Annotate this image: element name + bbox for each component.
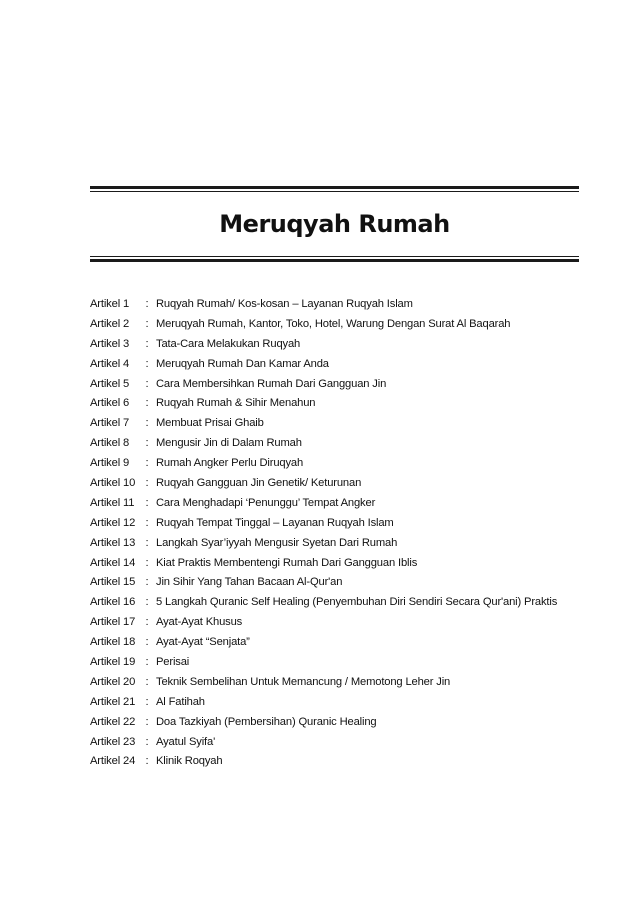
toc-entry [90, 693, 590, 713]
separator-colon: : [145, 616, 149, 629]
table-of-contents [90, 295, 590, 772]
article-title: Membuat Prisai Ghaib [156, 417, 264, 430]
separator-colon: : [145, 675, 149, 688]
separator-colon: : [145, 516, 149, 529]
article-number: Artikel 8 [90, 437, 130, 450]
article-number: Artikel 11 [90, 496, 135, 509]
article-title: Al Fatihah [156, 695, 205, 708]
article-title: Ayat-Ayat Khusus [156, 616, 243, 629]
separator-colon: : [145, 477, 149, 490]
separator-colon: : [145, 695, 149, 708]
article-number: Artikel 2 [90, 317, 130, 330]
bottom-double-rule [90, 256, 579, 262]
toc-entry [90, 573, 590, 593]
article-number: Artikel 10 [90, 477, 136, 490]
article-title: Kiat Praktis Membentengi Rumah Dari Gangguan Iblis [156, 556, 418, 569]
article-title: Teknik Sembelihan Untuk Memancung / Memotong Leher Jin [156, 675, 451, 688]
toc-entry [90, 414, 590, 434]
article-number: Artikel 4 [90, 357, 130, 370]
article-title: Ruqyah Rumah & Sihir Menahun [156, 397, 316, 410]
top-double-rule [90, 186, 579, 192]
toc-entry [90, 554, 590, 574]
article-title: Ruqyah Gangguan Jin Genetik/ Keturunan [156, 477, 362, 490]
article-number: Artikel 20 [90, 675, 136, 688]
article-number: Artikel 5 [90, 377, 130, 390]
article-title: Jin Sihir Yang Tahan Bacaan Al-Qur'an [156, 576, 343, 589]
article-number: Artikel 14 [90, 556, 136, 569]
separator-colon: : [145, 636, 149, 649]
article-number: Artikel 12 [90, 516, 136, 529]
separator-colon: : [145, 417, 149, 430]
article-title: Cara Menghadapi ‘Penunggu’ Tempat Angker [156, 496, 376, 509]
separator-colon: : [145, 656, 149, 669]
article-number: Artikel 21 [90, 695, 136, 708]
article-number: Artikel 13 [90, 536, 136, 549]
toc-entry [90, 593, 590, 613]
toc-entry [90, 454, 590, 474]
separator-colon: : [145, 337, 149, 350]
toc-entry [90, 733, 590, 753]
article-title: Perisai [156, 656, 190, 669]
separator-colon: : [145, 457, 149, 470]
article-title: 5 Langkah Quranic Self Healing (Penyembuhan Diri Sendiri Secara Qur'ani) Praktis [156, 596, 558, 609]
toc-entry [90, 534, 590, 554]
article-title: Rumah Angker Perlu Diruqyah [156, 457, 304, 470]
article-title: Ruqyah Rumah/ Kos-kosan – Layanan Ruqyah Islam [156, 298, 413, 310]
separator-colon: : [145, 735, 149, 748]
article-title: Meruqyah Rumah Dan Kamar Anda [156, 357, 329, 370]
article-number: Artikel 6 [90, 397, 130, 410]
toc-entry [90, 673, 590, 693]
article-title: Mengusir Jin di Dalam Rumah [156, 437, 302, 450]
article-number: Artikel 23 [90, 735, 136, 748]
toc-entry [90, 315, 590, 335]
toc-entry [90, 335, 590, 355]
page-title: Meruqyah Rumah [219, 210, 450, 238]
toc-entry [90, 394, 590, 414]
separator-colon: : [145, 576, 149, 589]
article-title: Ayat-Ayat “Senjata” [156, 636, 250, 649]
article-number: Artikel 17 [90, 616, 136, 629]
toc-entry [90, 494, 590, 514]
toc-entry [90, 514, 590, 534]
separator-colon: : [145, 715, 149, 728]
toc-entry [90, 375, 590, 395]
separator-colon: : [145, 556, 149, 569]
separator-colon: : [145, 317, 149, 330]
separator-colon: : [145, 536, 149, 549]
toc-entry [90, 713, 590, 733]
article-number: Artikel 15 [90, 576, 136, 589]
article-title: Doa Tazkiyah (Pembersihan) Quranic Healing [156, 715, 377, 728]
toc-entry [90, 434, 590, 454]
article-number: Artikel 9 [90, 457, 130, 470]
article-title: Tata-Cara Melakukan Ruqyah [156, 337, 301, 350]
separator-colon: : [145, 437, 149, 450]
article-title: Langkah Syar’iyyah Mengusir Syetan Dari Rumah [156, 536, 398, 549]
separator-colon: : [145, 596, 149, 609]
article-number: Artikel 19 [90, 656, 136, 669]
article-title: Klinik Roqyah [156, 755, 223, 768]
article-title: Meruqyah Rumah, Kantor, Toko, Hotel, Warung Dengan Surat Al Baqarah [156, 317, 511, 330]
article-number: Artikel 16 [90, 596, 136, 609]
article-number: Artikel 18 [90, 636, 136, 649]
separator-colon: : [145, 377, 149, 390]
separator-colon: : [145, 755, 149, 768]
toc-entry [90, 653, 590, 673]
toc-entry [90, 752, 590, 772]
article-title: Ruqyah Tempat Tinggal – Layanan Ruqyah Islam [156, 516, 394, 529]
title-block [90, 186, 579, 262]
separator-colon: : [145, 298, 149, 310]
toc-entry [90, 355, 590, 375]
article-title: Cara Membersihkan Rumah Dari Gangguan Jin [156, 377, 387, 390]
toc-entry [90, 474, 590, 494]
article-number: Artikel 1 [90, 298, 130, 310]
toc-entry [90, 295, 590, 315]
article-number: Artikel 22 [90, 715, 136, 728]
article-number: Artikel 3 [90, 337, 130, 350]
toc-entry [90, 633, 590, 653]
toc-entry [90, 613, 590, 633]
separator-colon: : [145, 357, 149, 370]
separator-colon: : [145, 496, 149, 509]
article-number: Artikel 7 [90, 417, 130, 430]
article-number: Artikel 24 [90, 755, 136, 768]
separator-colon: : [145, 397, 149, 410]
article-title: Ayatul Syifa' [156, 735, 216, 748]
